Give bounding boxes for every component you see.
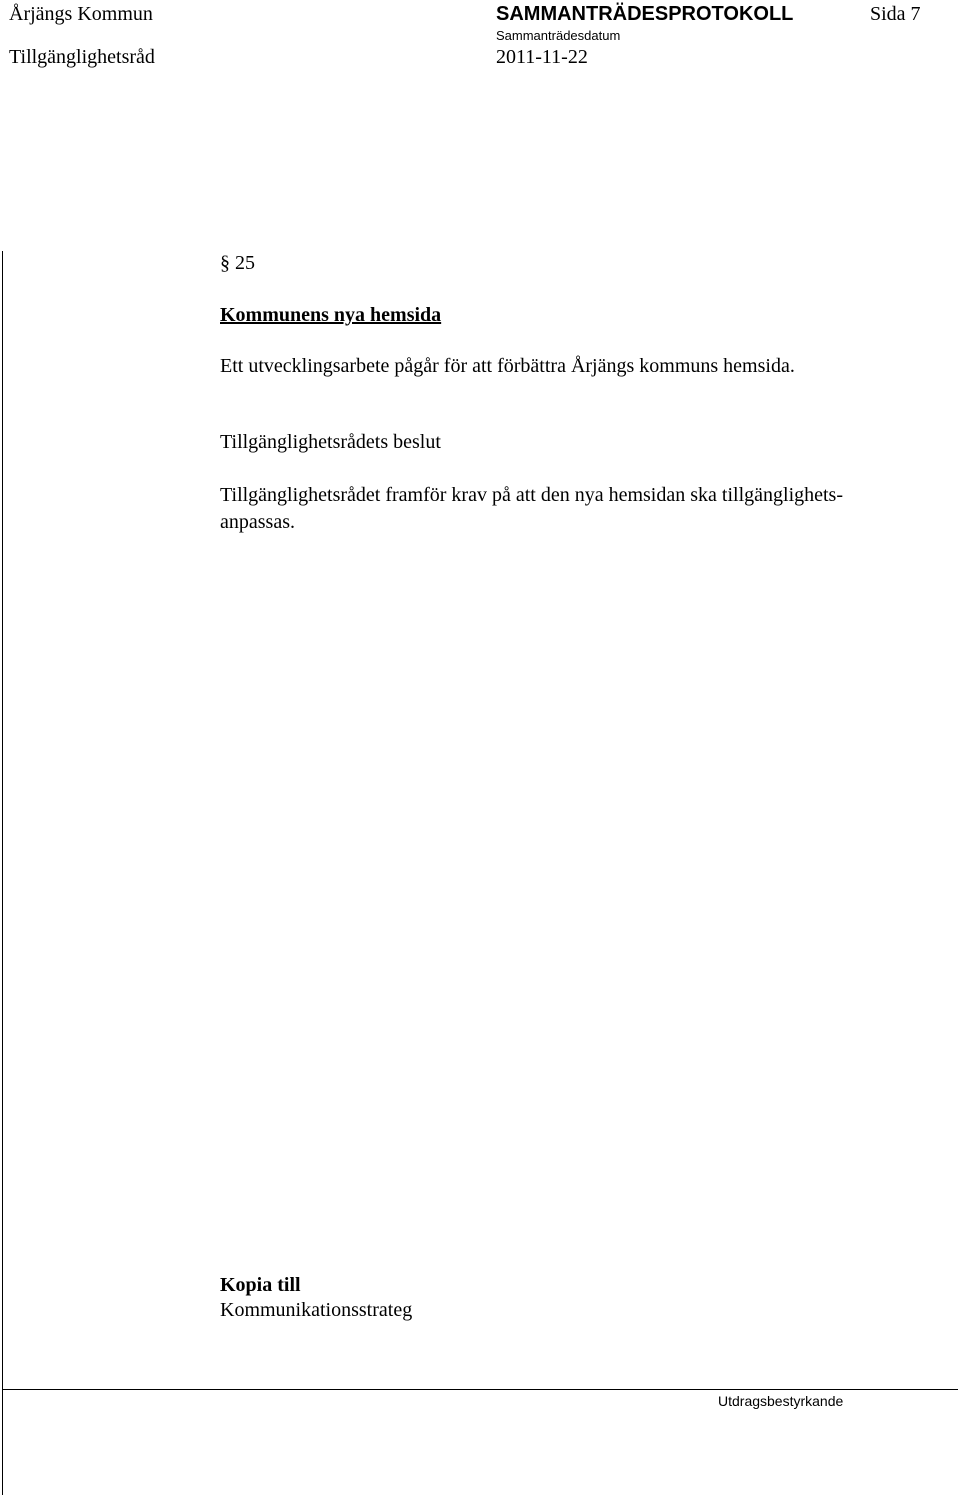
- meeting-date: 2011-11-22: [496, 46, 588, 68]
- intro-paragraph: Ett utvecklingsarbete pågår för att förbättra Årjängs kommuns hemsida.: [220, 355, 795, 377]
- section-heading: Kommunens nya hemsida: [220, 304, 442, 326]
- copy-recipient: Kommunikationsstrateg: [220, 1299, 413, 1321]
- decision-heading: Tillgänglighetsrådets beslut: [220, 431, 441, 453]
- committee-name: Tillgänglighetsråd: [9, 46, 155, 68]
- meeting-date-label: Sammanträdesdatum: [496, 28, 621, 43]
- page-number: Sida 7: [870, 3, 921, 25]
- paragraph-number: § 25: [220, 252, 255, 274]
- left-margin-rule: [2, 251, 3, 1495]
- decision-line-2: anpassas.: [220, 511, 295, 533]
- certification-label: Utdragsbestyrkande: [718, 1393, 844, 1409]
- copy-to-heading: Kopia till: [220, 1274, 301, 1296]
- decision-line-1: Tillgänglighetsrådet framför krav på att den nya hemsidan ska tillgänglighets-: [220, 484, 843, 506]
- decision-paragraph: [220, 482, 940, 536]
- footer-rule: [2, 1389, 958, 1390]
- organization-name: Årjängs Kommun: [9, 3, 153, 25]
- document-type-title: SAMMANTRÄDESPROTOKOLL: [496, 3, 794, 25]
